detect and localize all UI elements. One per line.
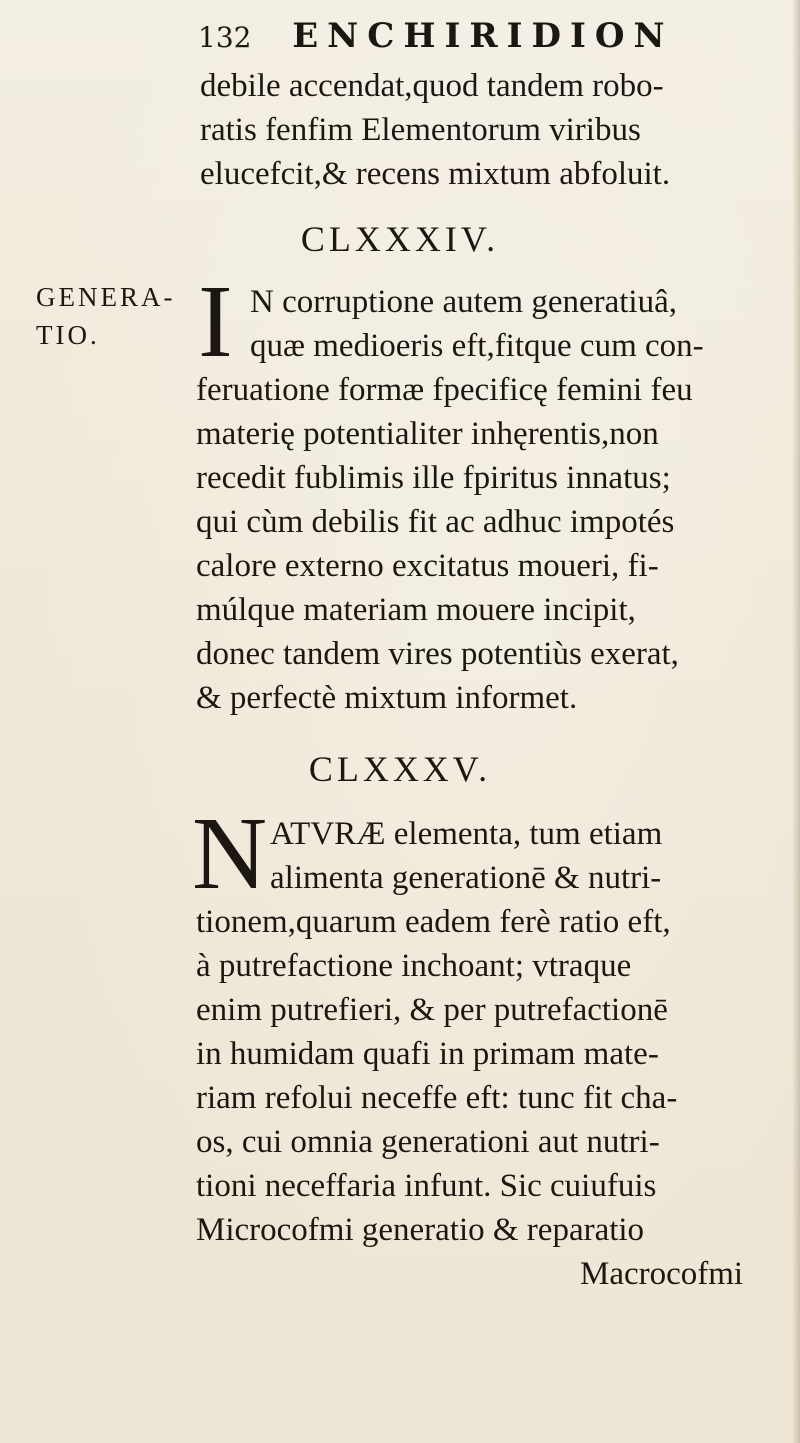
text-line: à putrefactione inchoant; vtraque: [196, 948, 632, 984]
text-line: qui cùm debilis fit ac adhuc impotés: [196, 504, 675, 540]
text-line: N corruptione autem generatiuâ,: [250, 284, 677, 320]
text-line: feruatione formæ fpecificę femini feu: [196, 372, 693, 408]
text-line: ratis fenfim Elementorum viribus: [200, 112, 641, 148]
text-line: elucefcit,& recens mixtum abfoluit.: [200, 156, 671, 192]
text-line: & perfectè mixtum informet.: [196, 680, 578, 716]
text-line: in humidam quafi in primam mate-: [196, 1036, 659, 1072]
section-number: CLXXXIV.: [300, 219, 500, 259]
running-head: [198, 14, 698, 58]
text-line: riam refolui neceffe eft: tunc fit cha-: [196, 1080, 678, 1116]
text-line: os, cui omnia generationi aut nutri-: [196, 1124, 660, 1160]
text-line: enim putrefieri, & per putrefactionē: [196, 992, 668, 1028]
text-line: debile accendat,quod tandem robo-: [200, 68, 664, 104]
margin-note-line: GENERA-: [36, 282, 176, 312]
margin-note: [36, 278, 175, 354]
drop-cap: I: [198, 264, 233, 379]
text-line: donec tandem vires potentiùs exerat,: [196, 636, 679, 672]
page-number: 132: [198, 21, 252, 54]
text-line: Microcofmi generatio & reparatio: [196, 1212, 645, 1248]
text-line: tionem,quarum eadem ferè ratio eft,: [196, 904, 671, 940]
text-line: tioni neceffaria infunt. Sic cuiufuis: [196, 1168, 657, 1204]
text-line: recedit fublimis ille fpiritus innatus;: [196, 460, 671, 496]
book-title: ENCHIRIDION: [292, 16, 674, 56]
text-line: materię potentialiter inhęrentis,non: [196, 416, 659, 452]
text-line: calore externo excitatus moueri, fi-: [196, 548, 659, 584]
catchword: Macrocofmi: [580, 1256, 744, 1292]
section-number: CLXXXV.: [308, 749, 492, 789]
text-line: alimenta generationē & nutri-: [270, 860, 662, 896]
text-line: múlque materiam mouere incipit,: [196, 592, 636, 628]
text-line: ATVRÆ elementa, tum etiam: [270, 816, 663, 852]
margin-note-line: TIO.: [36, 320, 100, 350]
drop-cap: N: [192, 796, 268, 911]
text-line: quæ medioeris eft,fitque cum con-: [250, 328, 704, 364]
